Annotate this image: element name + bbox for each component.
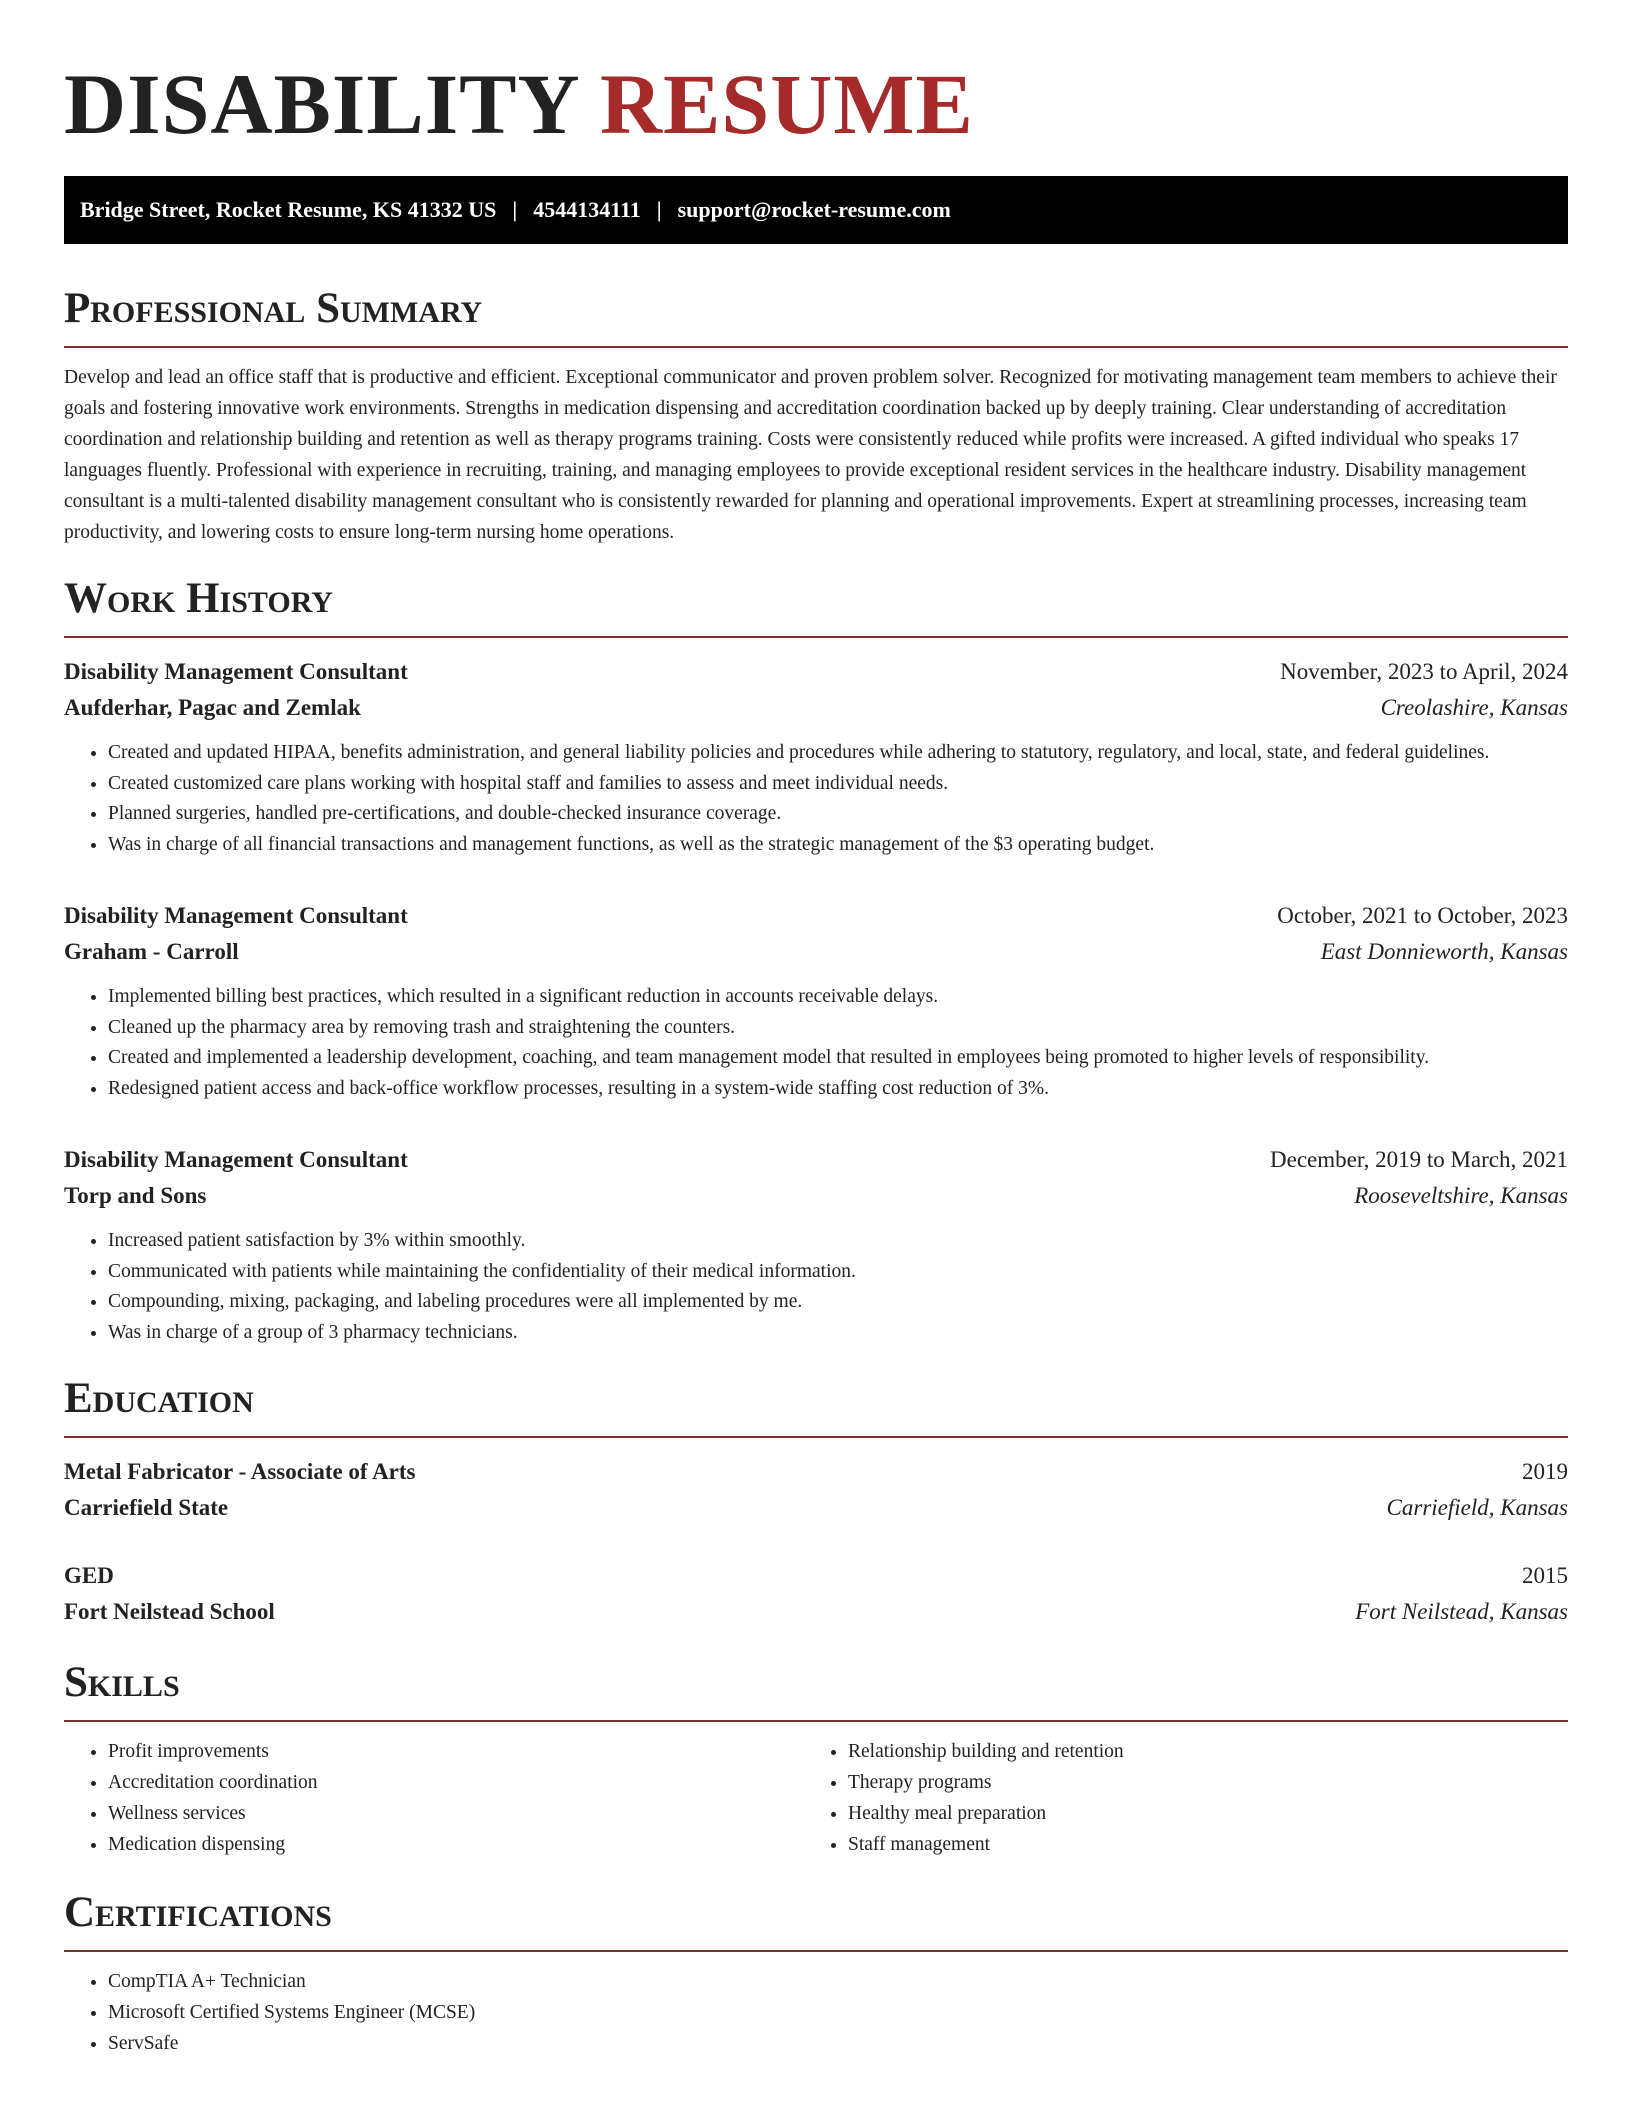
certifications-list: [64, 1966, 1568, 2059]
job-bullets: [64, 982, 1568, 1104]
education-school: Fort Neilstead School: [64, 1599, 275, 1624]
job-bullet: • Cleaned up the pharmacy area by removing trash and straightening the counters.: [108, 1013, 1568, 1044]
job-bullets: [64, 1226, 1568, 1348]
job-location: Creolashire, Kansas: [1380, 695, 1568, 720]
skill-item: • Accreditation coordination: [108, 1767, 804, 1798]
education-year: 2015: [1522, 1563, 1568, 1588]
education-heading: Education: [64, 1374, 1568, 1438]
resume-name: [64, 0, 1568, 164]
education-entry: [64, 1558, 1568, 1630]
skill-item: • Relationship building and retention: [848, 1736, 1544, 1767]
contact-bar: [64, 176, 1568, 244]
education-degree: Metal Fabricator - Associate of Arts: [64, 1459, 416, 1484]
certification-item: • ServSafe: [108, 2028, 1568, 2059]
job-location: Rooseveltshire, Kansas: [1354, 1183, 1568, 1208]
job-bullet: • Implemented billing best practices, which resulted in a significant reduction in accounts receivable delays.: [108, 982, 1568, 1013]
education-section: [64, 1374, 1568, 1630]
education-year: 2019: [1522, 1459, 1568, 1484]
contact-separator: |: [656, 197, 662, 222]
job-title: Disability Management Consultant: [64, 1147, 408, 1172]
job-bullet: • Created customized care plans working with hospital staff and families to assess and meet individual needs.: [108, 769, 1568, 800]
skills-heading: Skills: [64, 1658, 1568, 1722]
skill-item: • Profit improvements: [108, 1736, 804, 1767]
skills-column-left: [64, 1736, 804, 1860]
name-first: DISABILITY: [64, 56, 578, 152]
work-history-heading: Work History: [64, 574, 1568, 638]
certifications-section: [64, 1888, 1568, 2059]
job-entry: [64, 898, 1568, 1104]
job-title: Disability Management Consultant: [64, 659, 408, 684]
education-entry: [64, 1454, 1568, 1526]
job-dates: November, 2023 to April, 2024: [1280, 659, 1568, 684]
education-school: Carriefield State: [64, 1495, 229, 1520]
job-entry: [64, 1142, 1568, 1348]
education-location: Fort Neilstead, Kansas: [1355, 1599, 1568, 1624]
summary-heading: Professional Summary: [64, 284, 1568, 348]
job-bullet: • Redesigned patient access and back-office workflow processes, resulting in a system-wide staffing cost reduction of 3%.: [108, 1074, 1568, 1105]
certification-item: • CompTIA A+ Technician: [108, 1966, 1568, 1997]
job-dates: October, 2021 to October, 2023: [1277, 903, 1568, 928]
job-bullet: • Was in charge of all financial transactions and management functions, as well as the strategic management of the $3 operating budget.: [108, 830, 1568, 861]
skills-section: [64, 1658, 1568, 1860]
job-bullet: • Compounding, mixing, packaging, and labeling procedures were all implemented by me.: [108, 1287, 1568, 1318]
work-history-section: [64, 574, 1568, 1348]
job-company: Graham - Carroll: [64, 939, 239, 964]
summary-text: Develop and lead an office staff that is productive and efficient. Exceptional communicator and proven problem solver. Recognized for motivating management team members to achieve their goals and fostering innovative work environments. Strengths in medication dispensing and accreditation coordination backed up by deeply training. Clear understanding of accreditation coordination and relationship building and retention as well as therapy programs training. Costs were consistently reduced while profits were increased. A gifted individual who speaks 17 languages fluently. Professional with experience in recruiting, training, and managing employees to provide exceptional resident services in the healthcare industry. Disability management consultant is a multi-talented disability management consultant who is consistently rewarded for planning and operational improvements. Expert at streamlining processes, increasing team productivity, and lowering costs to ensure long-term nursing home operations.: [64, 367, 1557, 543]
skill-item: • Medication dispensing: [108, 1829, 804, 1860]
job-bullet: • Created and implemented a leadership development, coaching, and team management model that resulted in employees being promoted to higher levels of responsibility.: [108, 1043, 1568, 1074]
certifications-heading: Certifications: [64, 1888, 1568, 1952]
skill-item: • Therapy programs: [848, 1767, 1544, 1798]
job-bullet: • Increased patient satisfaction by 3% within smoothly.: [108, 1226, 1568, 1257]
education-location: Carriefield, Kansas: [1386, 1495, 1568, 1520]
job-bullet: • Was in charge of a group of 3 pharmacy technicians.: [108, 1318, 1568, 1349]
skill-item: • Wellness services: [108, 1798, 804, 1829]
job-bullets: [64, 738, 1568, 860]
contact-phone: 4544134111: [533, 197, 641, 222]
job-dates: December, 2019 to March, 2021: [1270, 1147, 1568, 1172]
job-location: East Donnieworth, Kansas: [1320, 939, 1568, 964]
skill-item: • Staff management: [848, 1829, 1544, 1860]
skills-column-right: [804, 1736, 1544, 1860]
resume-page: [64, 0, 1568, 2059]
skills-grid: [64, 1736, 1568, 1860]
name-last: RESUME: [599, 56, 974, 152]
job-bullet: • Communicated with patients while maintaining the confidentiality of their medical information.: [108, 1257, 1568, 1288]
job-company: Torp and Sons: [64, 1183, 207, 1208]
summary-section: [64, 284, 1568, 548]
certification-item: • Microsoft Certified Systems Engineer (MCSE): [108, 1997, 1568, 2028]
job-company: Aufderhar, Pagac and Zemlak: [64, 695, 361, 720]
job-bullet: • Created and updated HIPAA, benefits administration, and general liability policies and procedures while adhering to statutory, regulatory, and local, state, and federal guidelines.: [108, 738, 1568, 769]
contact-email[interactable]: support@rocket-resume.com: [677, 197, 951, 222]
job-title: Disability Management Consultant: [64, 903, 408, 928]
contact-address: Bridge Street, Rocket Resume, KS 41332 US: [80, 197, 497, 222]
job-bullet: • Planned surgeries, handled pre-certifications, and double-checked insurance coverage.: [108, 799, 1568, 830]
contact-separator: |: [512, 197, 518, 222]
education-degree: GED: [64, 1563, 114, 1588]
skill-item: • Healthy meal preparation: [848, 1798, 1544, 1829]
job-entry: [64, 654, 1568, 860]
